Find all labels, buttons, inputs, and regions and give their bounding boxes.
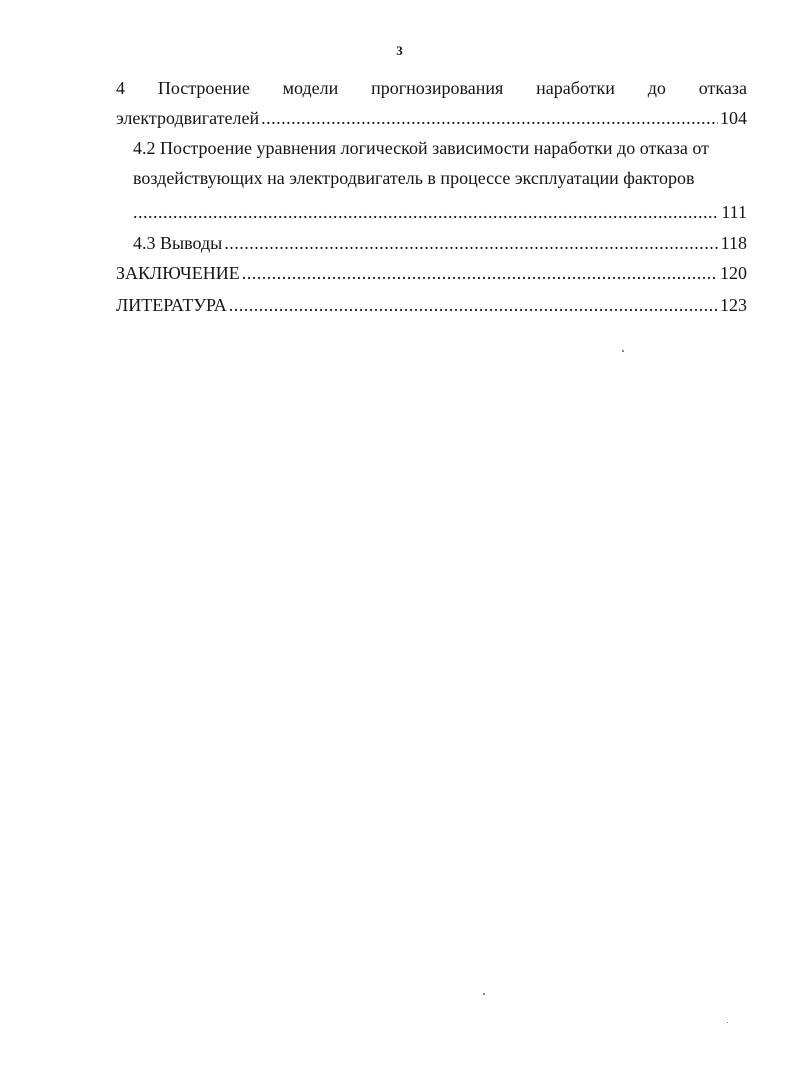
toc-entry-title: электродвигателей bbox=[116, 108, 260, 128]
page-number: 3 bbox=[396, 43, 403, 58]
dot-leader bbox=[133, 197, 719, 227]
toc-entry-4-3 bbox=[133, 228, 747, 258]
toc-word: 4 bbox=[116, 78, 125, 98]
toc-page-number: 111 bbox=[721, 202, 747, 222]
toc-word: отказа bbox=[698, 78, 747, 98]
toc-chapter4-heading bbox=[116, 73, 747, 103]
toc-word: Построение bbox=[157, 78, 250, 98]
dot-leader bbox=[242, 258, 718, 288]
toc-page-number: 120 bbox=[720, 263, 747, 283]
dot-leader bbox=[229, 290, 718, 320]
toc-entry-conclusion bbox=[116, 258, 747, 288]
toc-entry-literature bbox=[116, 290, 747, 320]
dot-leader bbox=[224, 228, 718, 258]
scan-speck bbox=[483, 993, 485, 995]
toc-entry-4-2-line2: воздействующих на электродвигатель в процессе эксплуатации факторов bbox=[133, 168, 695, 188]
toc-entry-title: ЗАКЛЮЧЕНИЕ bbox=[116, 263, 240, 283]
dot-leader bbox=[261, 103, 718, 133]
toc-page-number: 118 bbox=[720, 233, 747, 253]
toc-word: прогнозирования bbox=[371, 78, 504, 98]
toc-word: модели bbox=[282, 78, 339, 98]
toc-entry-chapter4 bbox=[116, 103, 747, 133]
toc-entry-4-2-line1: 4.2 Построение уравнения логической зависимости наработки до отказа от bbox=[133, 138, 710, 158]
scan-speck bbox=[622, 350, 624, 352]
toc-entry-title: ЛИТЕРАТУРА bbox=[116, 295, 227, 315]
toc-page-number: 123 bbox=[720, 295, 747, 315]
toc-entry-title: 4.3 Выводы bbox=[133, 233, 223, 253]
toc-word: до bbox=[647, 78, 666, 98]
toc-word: наработки bbox=[536, 78, 615, 98]
toc-entry-4-2 bbox=[133, 197, 747, 227]
scan-speck bbox=[727, 1022, 728, 1023]
toc-page-number: 104 bbox=[720, 108, 747, 128]
